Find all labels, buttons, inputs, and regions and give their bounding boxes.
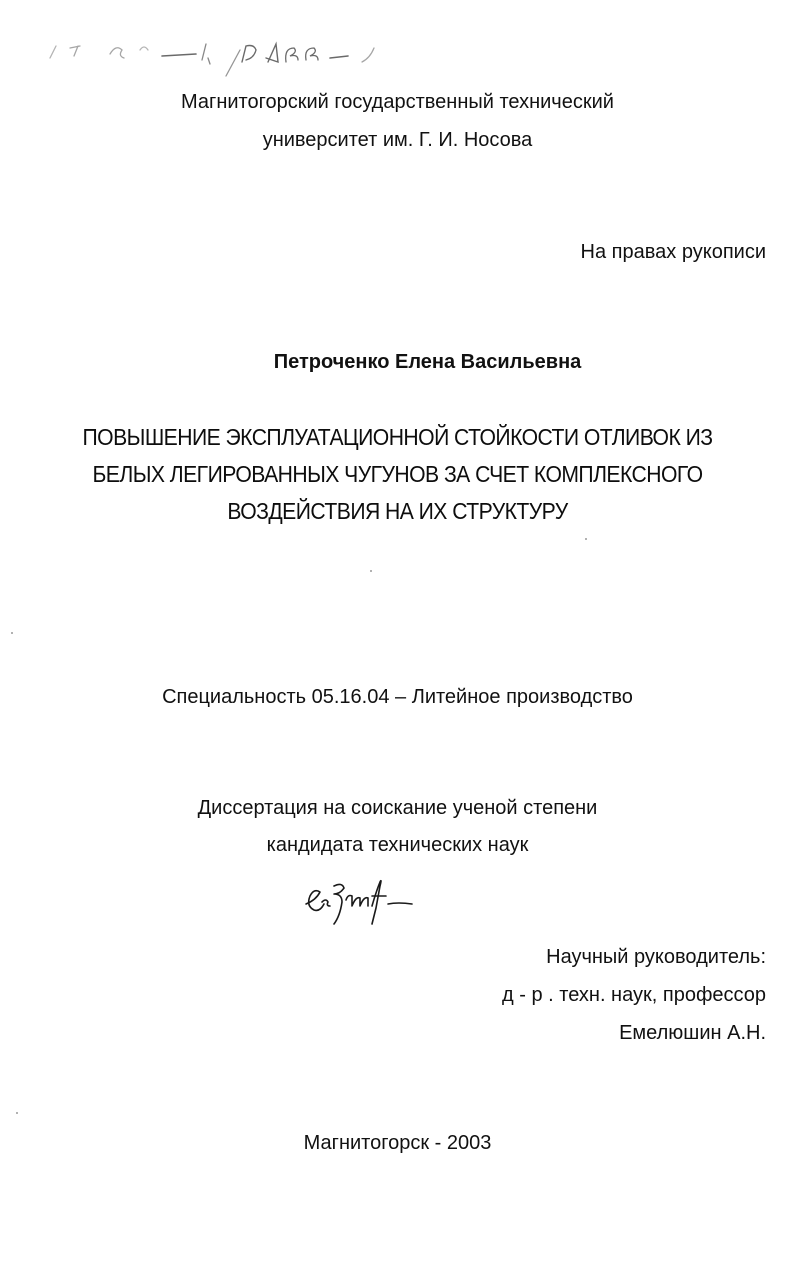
- specialty: Специальность 05.16.04 – Литейное производство: [162, 686, 633, 708]
- author-name: Петроченко Елена Васильевна: [273, 351, 582, 373]
- dissertation-title-line-3: ВОЗДЕЙСТВИЯ НА ИХ СТРУКТУРУ: [227, 498, 568, 524]
- degree-line-2: кандидата технических наук: [266, 834, 529, 856]
- scan-speck: [16, 1112, 18, 1114]
- scan-speck: [370, 570, 372, 572]
- scan-speck: [585, 538, 587, 540]
- signature-icon: [300, 874, 420, 928]
- scan-speck: [11, 632, 13, 634]
- dissertation-title-line-1: ПОВЫШЕНИЕ ЭКСПЛУАТАЦИОННОЙ СТОЙКОСТИ ОТЛИВОК ИЗ: [82, 424, 713, 450]
- institution-line-1: Магнитогорский государственный технический: [181, 91, 614, 113]
- dissertation-title-line-2: БЕЛЫХ ЛЕГИРОВАННЫХ ЧУГУНОВ ЗА СЧЕТ КОМПЛЕКСНОГО: [92, 461, 703, 487]
- place-and-year: Магнитогорск - 2003: [303, 1132, 492, 1154]
- supervisor-name: Емелюшин А.Н.: [619, 1022, 766, 1044]
- institution-line-2: университет им. Г. И. Носова: [262, 129, 533, 151]
- handwritten-mark-icon: [30, 18, 390, 78]
- degree-line-1: Диссертация на соискание ученой степени: [197, 797, 598, 819]
- rights-notice: На правах рукописи: [580, 241, 766, 263]
- supervisor-credentials: д - р . техн. наук, профессор: [502, 984, 766, 1006]
- supervisor-label: Научный руководитель:: [546, 946, 766, 968]
